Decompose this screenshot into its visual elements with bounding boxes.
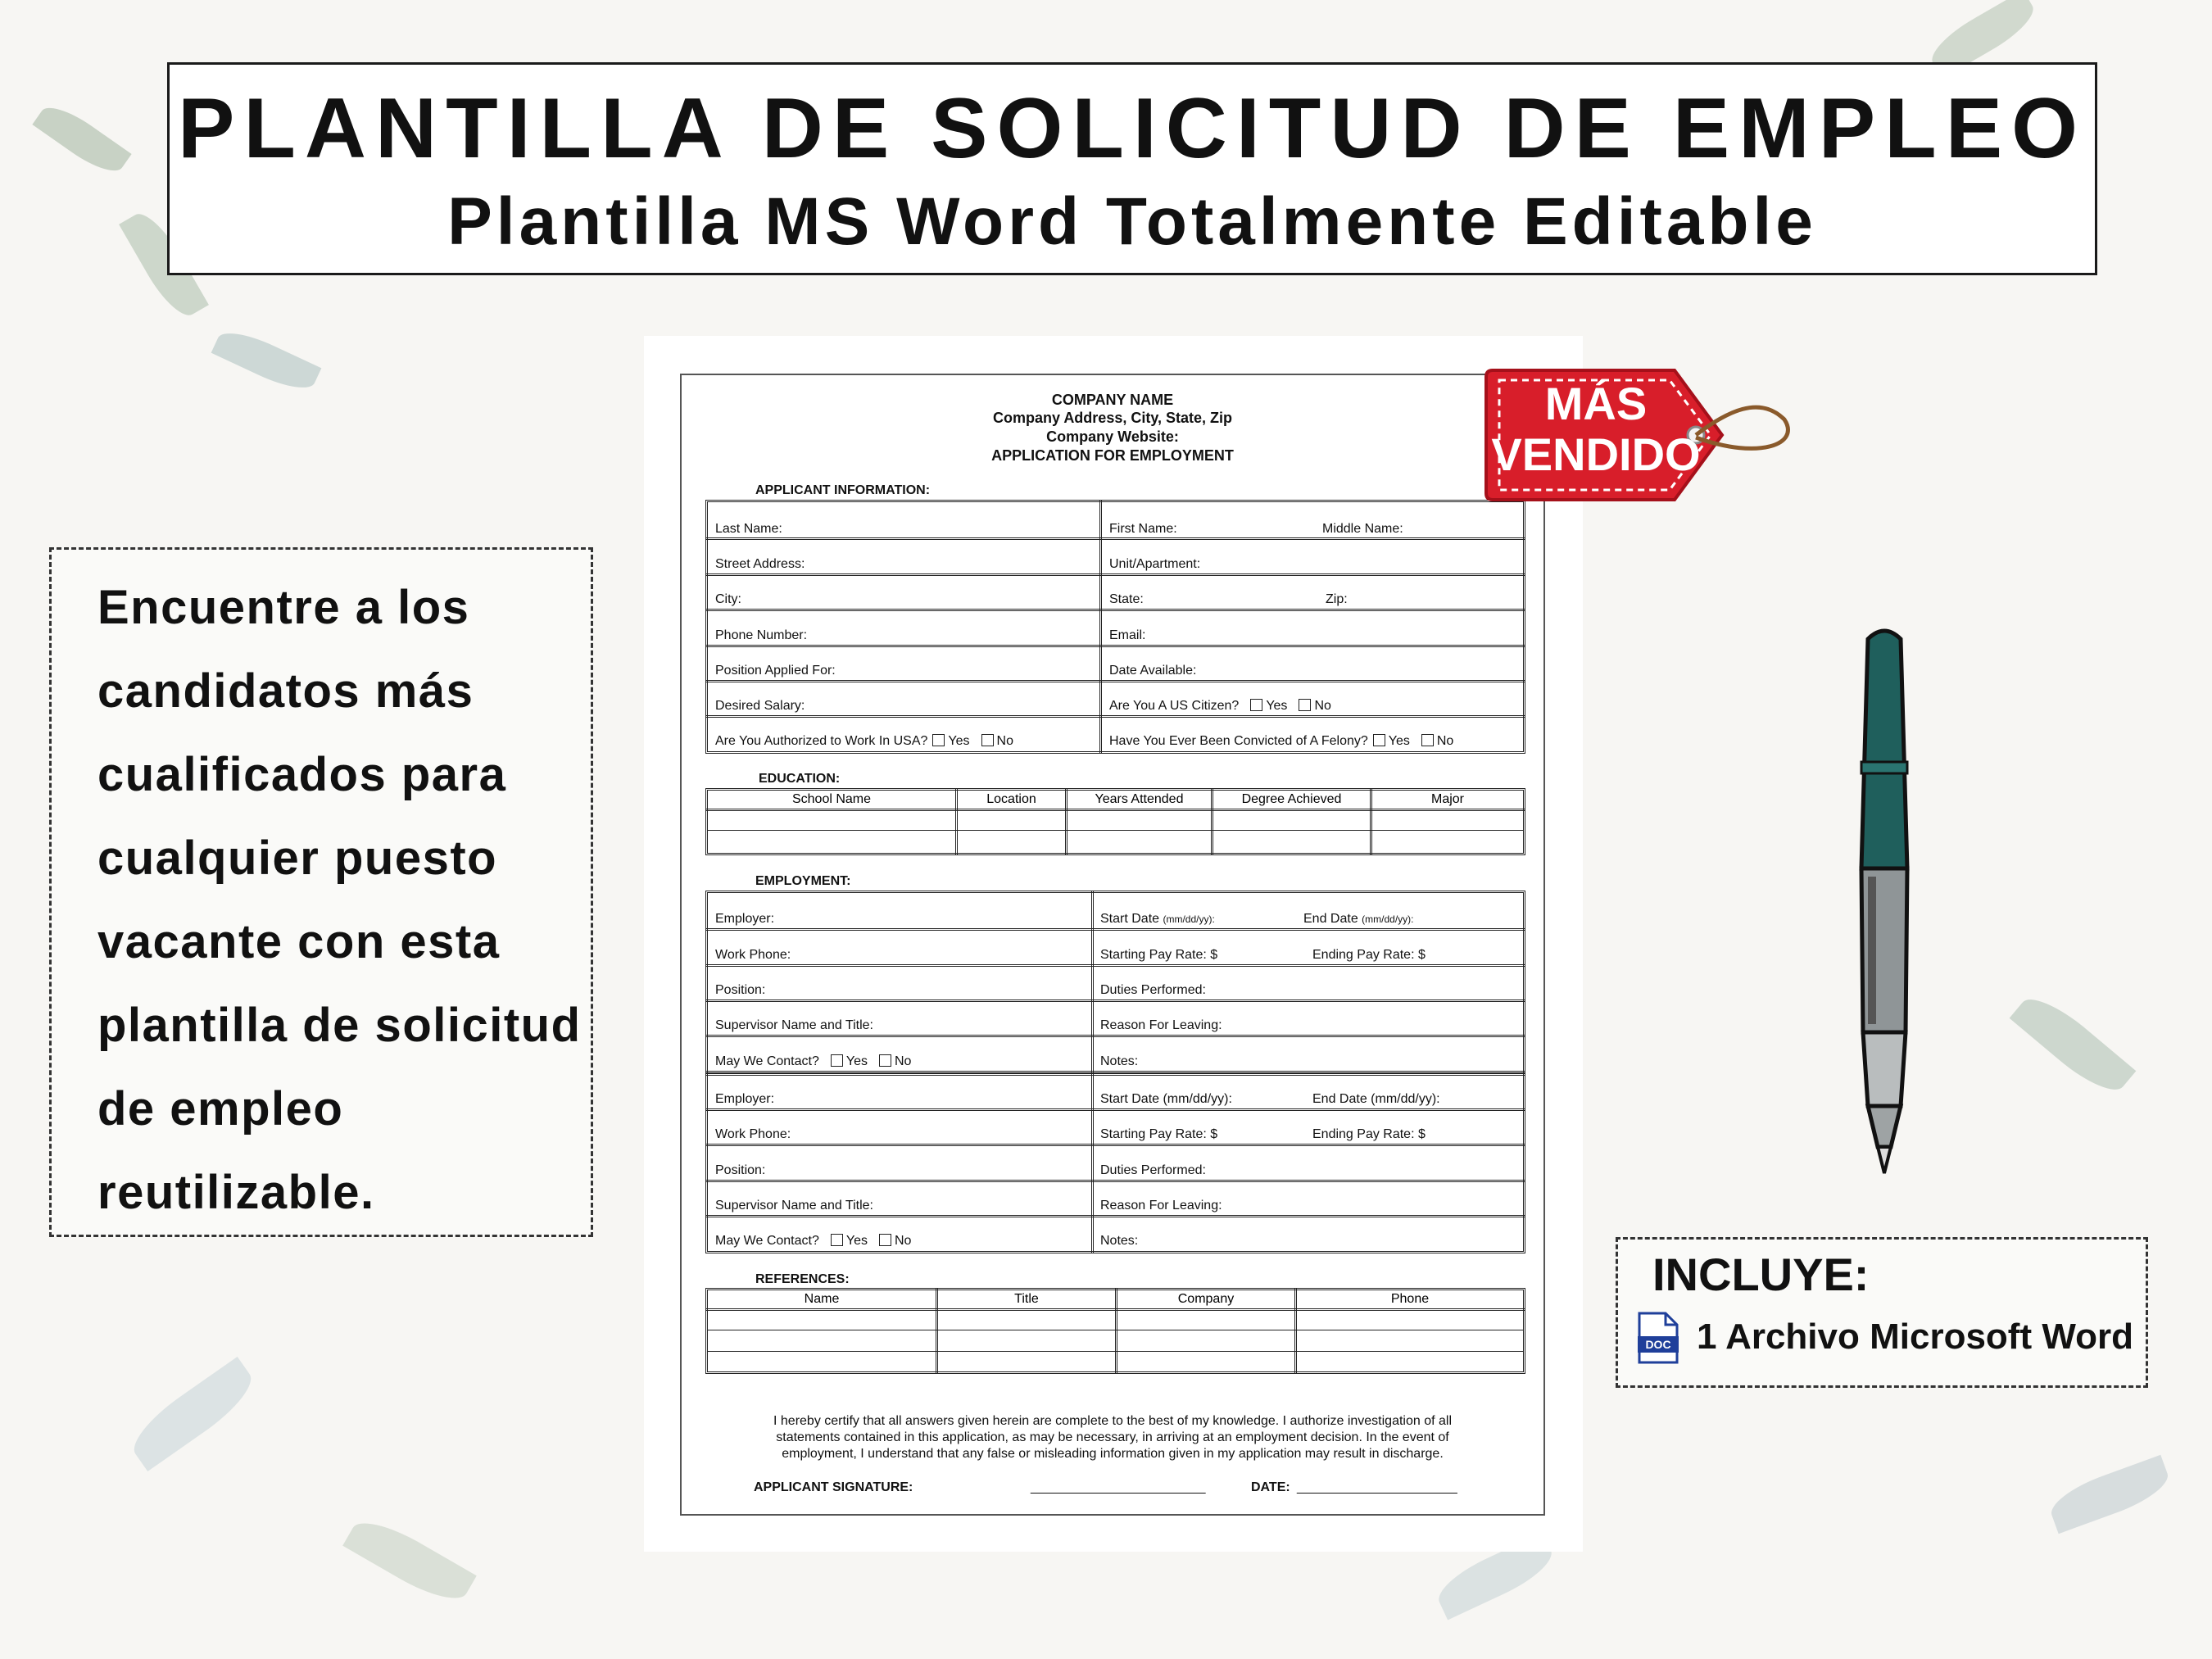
duties-2-label: Duties Performed: bbox=[1100, 1163, 1206, 1177]
yes-label: Yes bbox=[845, 1054, 868, 1068]
citizen-question bbox=[1109, 699, 1331, 714]
decorative-leaf bbox=[123, 1357, 261, 1471]
date-available-label: Date Available: bbox=[1109, 664, 1197, 678]
supervisor-2-label: Supervisor Name and Title: bbox=[715, 1199, 873, 1213]
decorative-leaf bbox=[342, 1510, 477, 1611]
employer-2-label: Employer: bbox=[715, 1092, 775, 1106]
pen-icon bbox=[1843, 623, 1925, 1180]
end-pay-1-label: Ending Pay Rate: $ bbox=[1312, 948, 1426, 962]
signature-label: APPLICANT SIGNATURE: bbox=[754, 1480, 913, 1494]
notes-1-label: Notes: bbox=[1100, 1054, 1139, 1068]
start-pay-1-label: Starting Pay Rate: $ bbox=[1100, 948, 1218, 962]
yes-label: Yes bbox=[845, 1234, 868, 1248]
decorative-leaf bbox=[2045, 1455, 2173, 1534]
reason-1-label: Reason For Leaving: bbox=[1100, 1018, 1222, 1032]
ref-col-title: Title bbox=[1014, 1292, 1039, 1306]
certify-line-2: statements contained in this application, as may be necessary, in arriving at an employment decision. In the event of bbox=[776, 1430, 1449, 1444]
edu-col-major: Major bbox=[1430, 792, 1464, 806]
description-box bbox=[49, 547, 593, 1237]
phone-label: Phone Number: bbox=[715, 628, 808, 642]
ref-col-name: Name bbox=[804, 1292, 840, 1306]
banner-title: PLANTILLA DE SOLICITUD DE EMPLEO bbox=[178, 81, 2087, 176]
citizen-label: Are You A US Citizen? bbox=[1109, 699, 1240, 713]
edu-col-school: School Name bbox=[791, 792, 872, 806]
date-label: DATE: bbox=[1251, 1480, 1290, 1494]
yes-label: Yes bbox=[948, 734, 970, 748]
title-banner bbox=[167, 62, 2097, 275]
position-applied-label: Position Applied For: bbox=[715, 664, 836, 678]
date-line[interactable]: ______________________ bbox=[1297, 1480, 1457, 1494]
felony-yes-checkbox[interactable] bbox=[1373, 734, 1385, 746]
zip-label: Zip: bbox=[1326, 592, 1348, 606]
desired-salary-label: Desired Salary: bbox=[715, 699, 805, 713]
authorized-question bbox=[715, 734, 1013, 749]
edu-col-location: Location bbox=[986, 792, 1036, 806]
street-label: Street Address: bbox=[715, 557, 805, 571]
certify-line-3: employment, I understand that any false or misleading information given in my application may result in discharge. bbox=[782, 1447, 1444, 1461]
education-heading: EDUCATION: bbox=[759, 772, 841, 786]
end-date-1 bbox=[1303, 912, 1414, 927]
contact-label: May We Contact? bbox=[715, 1054, 819, 1068]
includes-title: INCLUYE: bbox=[1652, 1249, 1870, 1300]
contact-1-yes-checkbox[interactable] bbox=[831, 1054, 843, 1067]
first-name-label: First Name: bbox=[1109, 522, 1177, 536]
supervisor-1-label: Supervisor Name and Title: bbox=[715, 1018, 873, 1032]
company-website: Company Website: bbox=[1046, 428, 1179, 445]
signature-line[interactable]: ________________________ bbox=[1031, 1480, 1206, 1494]
citizen-no-checkbox[interactable] bbox=[1299, 699, 1311, 711]
company-name: COMPANY NAME bbox=[1051, 392, 1174, 408]
edu-col-years: Years Attended bbox=[1095, 792, 1184, 806]
last-name-label: Last Name: bbox=[715, 522, 782, 536]
end-pay-2-label: Ending Pay Rate: $ bbox=[1312, 1127, 1426, 1141]
edu-col-degree: Degree Achieved bbox=[1241, 792, 1342, 806]
decorative-leaf bbox=[32, 97, 131, 181]
includes-box bbox=[1616, 1237, 2148, 1388]
description-text: Encuentre a los candidatos más cualificados para cualquier puesto vacante con esta plantilla de solicitud de empleo reutilizable. bbox=[97, 581, 582, 1219]
ref-col-phone: Phone bbox=[1390, 1292, 1430, 1306]
contact-1-question bbox=[715, 1054, 911, 1069]
contact-2-question bbox=[715, 1234, 911, 1249]
references-heading: REFERENCES: bbox=[755, 1272, 850, 1286]
authorized-label: Are You Authorized to Work In USA? bbox=[715, 734, 928, 748]
company-address: Company Address, City, State, Zip bbox=[992, 410, 1233, 426]
start-date-2-label: Start Date (mm/dd/yy): bbox=[1100, 1092, 1232, 1106]
contact-2-no-checkbox[interactable] bbox=[879, 1234, 891, 1246]
citizen-yes-checkbox[interactable] bbox=[1250, 699, 1262, 711]
certify-line-1: I hereby certify that all answers given herein are complete to the best of my knowledge. I authorize investigation of all bbox=[773, 1414, 1452, 1428]
duties-1-label: Duties Performed: bbox=[1100, 983, 1206, 997]
ref-col-company: Company bbox=[1177, 1292, 1235, 1306]
position-1-label: Position: bbox=[715, 983, 766, 997]
start-date-1 bbox=[1100, 912, 1215, 927]
applicant-heading: APPLICANT INFORMATION: bbox=[755, 483, 931, 497]
doc-icon-label: DOC bbox=[1645, 1338, 1671, 1351]
authorized-no-checkbox[interactable] bbox=[981, 734, 994, 746]
contact-1-no-checkbox[interactable] bbox=[879, 1054, 891, 1067]
work-phone-1-label: Work Phone: bbox=[715, 948, 791, 962]
end-date-2-label: End Date (mm/dd/yy): bbox=[1312, 1092, 1440, 1106]
notes-2-label: Notes: bbox=[1100, 1234, 1139, 1248]
felony-question bbox=[1109, 734, 1453, 749]
email-label: Email: bbox=[1109, 628, 1146, 642]
includes-item: 1 Archivo Microsoft Word bbox=[1697, 1317, 2133, 1357]
no-label: No bbox=[894, 1054, 912, 1068]
word-doc-icon bbox=[1636, 1312, 1680, 1364]
start-date-label: Start Date bbox=[1100, 912, 1160, 926]
date-format-hint: (mm/dd/yy): bbox=[1362, 913, 1414, 925]
tag-line-2: VENDIDO bbox=[1491, 428, 1701, 480]
end-date-label: End Date bbox=[1303, 912, 1358, 926]
yes-label: Yes bbox=[1388, 734, 1410, 748]
decorative-leaf bbox=[211, 323, 322, 397]
best-seller-tag bbox=[1481, 362, 1793, 508]
unit-label: Unit/Apartment: bbox=[1109, 557, 1201, 571]
reason-2-label: Reason For Leaving: bbox=[1100, 1199, 1222, 1213]
city-label: City: bbox=[715, 592, 741, 606]
position-2-label: Position: bbox=[715, 1163, 766, 1177]
decorative-leaf bbox=[2010, 986, 2137, 1102]
work-phone-2-label: Work Phone: bbox=[715, 1127, 791, 1141]
start-pay-2-label: Starting Pay Rate: $ bbox=[1100, 1127, 1218, 1141]
no-label: No bbox=[1436, 734, 1454, 748]
contact-label: May We Contact? bbox=[715, 1234, 819, 1248]
contact-2-yes-checkbox[interactable] bbox=[831, 1234, 843, 1246]
employment-heading: EMPLOYMENT: bbox=[755, 874, 851, 888]
form-title: APPLICATION FOR EMPLOYMENT bbox=[991, 447, 1234, 464]
yes-label: Yes bbox=[1266, 699, 1288, 713]
state-label: State: bbox=[1109, 592, 1144, 606]
authorized-yes-checkbox[interactable] bbox=[932, 734, 945, 746]
date-format-hint: (mm/dd/yy): bbox=[1163, 913, 1215, 925]
no-label: No bbox=[894, 1234, 912, 1248]
tag-line-1: MÁS bbox=[1544, 378, 1648, 429]
felony-no-checkbox[interactable] bbox=[1421, 734, 1434, 746]
felony-label: Have You Ever Been Convicted of A Felony? bbox=[1109, 734, 1368, 748]
middle-name-label: Middle Name: bbox=[1322, 522, 1403, 536]
banner-subtitle: Plantilla MS Word Totalmente Editable bbox=[447, 184, 1817, 259]
employer-1-label: Employer: bbox=[715, 912, 775, 926]
no-label: No bbox=[1314, 699, 1331, 713]
no-label: No bbox=[996, 734, 1013, 748]
